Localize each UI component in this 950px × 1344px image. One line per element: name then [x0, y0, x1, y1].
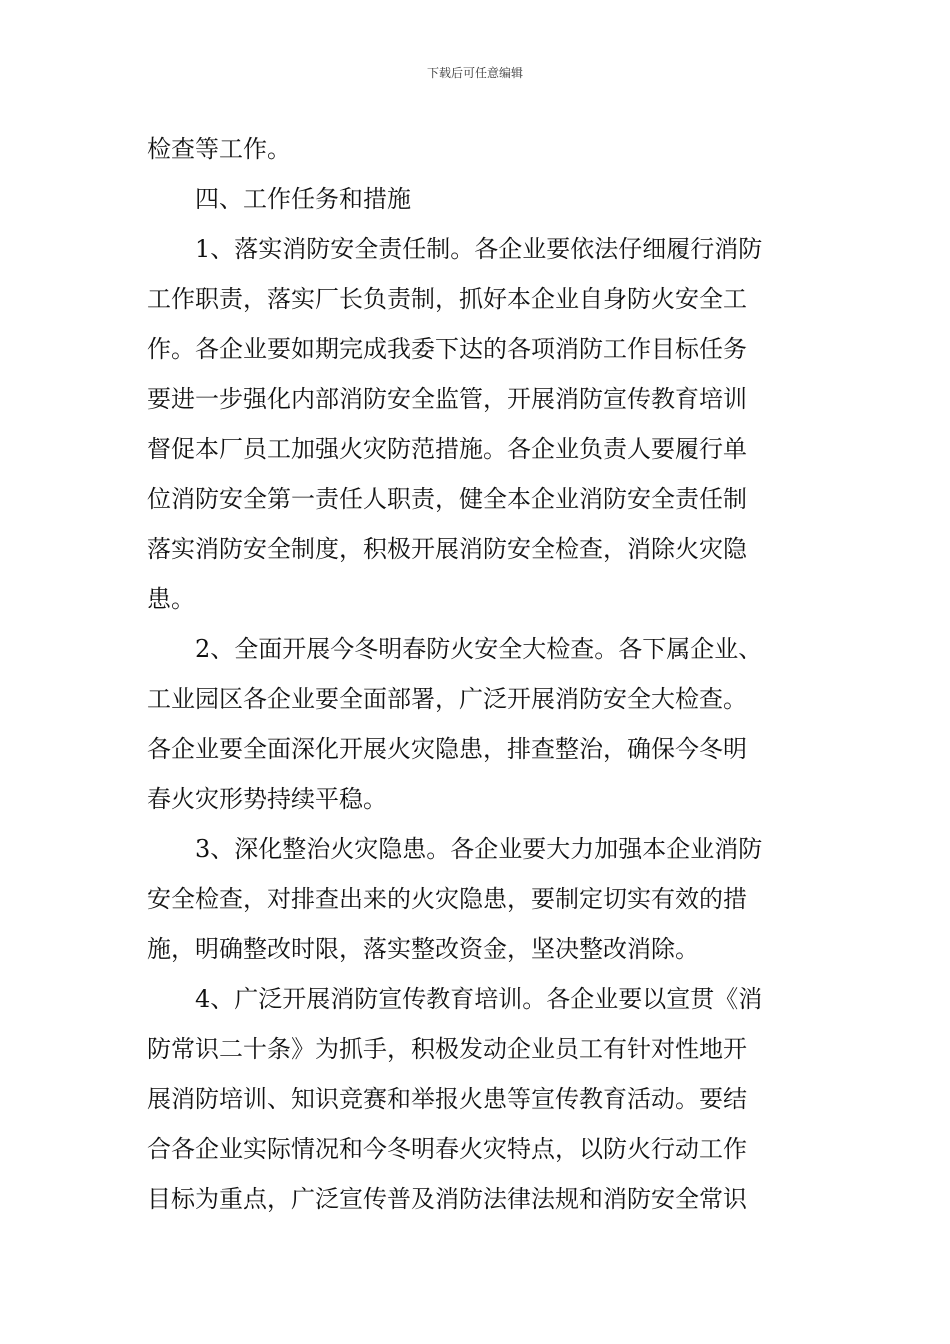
body-line-11: 2、全面开展今冬明春防火安全大检查。各下属企业、: [195, 635, 763, 663]
body-line-12: 工业园区各企业要全面部署，广泛开展消防安全大检查。: [147, 685, 747, 713]
body-line-8: 位消防安全第一责任人职责，健全本企业消防安全责任制: [147, 485, 747, 513]
page-header: 下载后可任意编辑: [426, 66, 523, 80]
body-line-7: 督促本厂员工加强火灾防范措施。各企业负责人要履行单: [147, 435, 747, 463]
body-line-9: 落实消防安全制度，积极开展消防安全检查，消除火灾隐: [147, 535, 747, 563]
body-line-16: 安全检查，对排查出来的火灾隐患，要制定切实有效的措: [147, 885, 747, 913]
body-line-1: 检查等工作。: [147, 135, 291, 163]
body-line-13: 各企业要全面深化开展火灾隐患，排查整治，确保今冬明: [147, 735, 747, 763]
body-line-14: 春火灾形势持续平稳。: [147, 785, 387, 813]
body-line-20: 展消防培训、知识竞赛和举报火患等宣传教育活动。要结: [147, 1085, 747, 1113]
body-line-5: 作。各企业要如期完成我委下达的各项消防工作目标任务: [147, 335, 747, 363]
body-line-6: 要进一步强化内部消防安全监管，开展消防宣传教育培训: [147, 385, 747, 413]
section-heading: 四、工作任务和措施: [195, 185, 411, 213]
body-line-22: 目标为重点，广泛宣传普及消防法律法规和消防安全常识: [147, 1185, 747, 1213]
body-line-19: 防常识二十条》为抓手，积极发动企业员工有针对性地开: [147, 1035, 747, 1063]
body-line-17: 施，明确整改时限，落实整改资金，坚决整改消除。: [147, 935, 699, 963]
body-line-15: 3、深化整治火灾隐患。各企业要大力加强本企业消防: [195, 835, 763, 863]
body-line-21: 合各企业实际情况和今冬明春火灾特点，以防火行动工作: [147, 1135, 747, 1163]
body-line-3: 1、落实消防安全责任制。各企业要依法仔细履行消防: [195, 235, 763, 263]
body-line-10: 患。: [147, 585, 195, 613]
body-line-4: 工作职责，落实厂长负责制，抓好本企业自身防火安全工: [147, 285, 747, 313]
body-line-18: 4、广泛开展消防宣传教育培训。各企业要以宣贯《消: [195, 985, 763, 1013]
